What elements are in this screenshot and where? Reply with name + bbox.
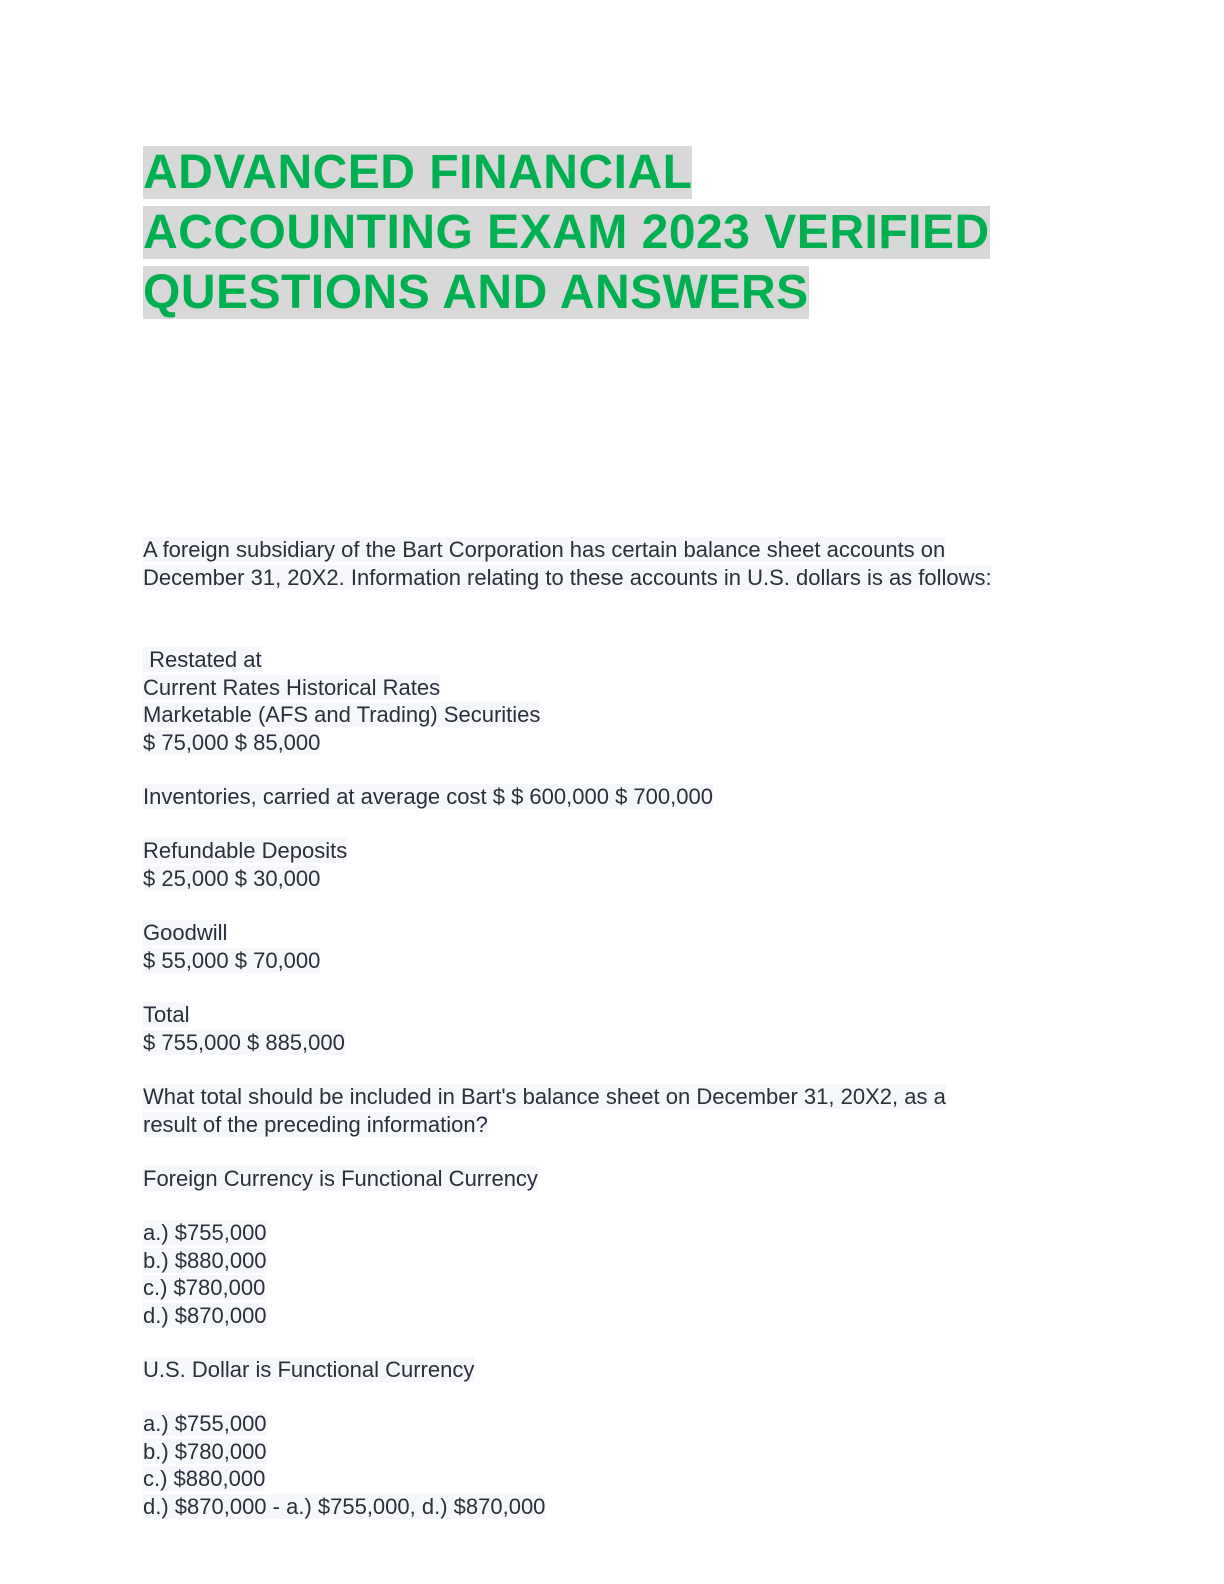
title-line-3: QUESTIONS AND ANSWERS [143, 266, 809, 319]
deposits-block [143, 837, 1083, 892]
goodwill-values: $ 55,000 $ 70,000 [143, 947, 321, 973]
section2-option-d-answer: d.) $870,000 - a.) $755,000, d.) $870,000 [143, 1493, 546, 1519]
intro-paragraph [143, 536, 1083, 591]
table-header-line-1: Restated at [143, 647, 262, 672]
total-label: Total [143, 1002, 190, 1027]
section1-heading: Foreign Currency is Functional Currency [143, 1166, 538, 1191]
section1-option-b: b.) $880,000 [143, 1247, 267, 1273]
inventories-line: Inventories, carried at average cost $ $ 600,000 $ 700,000 [143, 784, 713, 809]
total-block [143, 1001, 1083, 1056]
marketable-label: Marketable (AFS and Trading) Securities [143, 702, 541, 727]
goodwill-block [143, 919, 1083, 974]
section2-heading: U.S. Dollar is Functional Currency [143, 1357, 475, 1382]
section2-options [143, 1410, 1083, 1520]
table-block [143, 646, 1083, 756]
goodwill-label: Goodwill [143, 920, 228, 945]
section1-option-c: c.) $780,000 [143, 1275, 266, 1300]
section2-option-a: a.) $755,000 [143, 1411, 267, 1436]
intro-line-2: December 31, 20X2. Information relating to these accounts in U.S. dollars is as follows: [143, 564, 992, 590]
section2-heading-block [143, 1356, 1083, 1384]
table-header-line-2: Current Rates Historical Rates [143, 674, 441, 700]
total-values: $ 755,000 $ 885,000 [143, 1029, 345, 1055]
deposits-label: Refundable Deposits [143, 838, 348, 863]
section1-heading-block [143, 1165, 1083, 1193]
question-block [143, 1083, 1083, 1138]
section2-option-b: b.) $780,000 [143, 1438, 267, 1464]
title-line-1: ADVANCED FINANCIAL [143, 146, 693, 199]
question-line-1: What total should be included in Bart's balance sheet on December 31, 20X2, as a [143, 1084, 946, 1109]
section1-option-d: d.) $870,000 [143, 1302, 267, 1328]
deposits-values: $ 25,000 $ 30,000 [143, 865, 321, 891]
inventories-block [143, 783, 1083, 811]
title-line-2: ACCOUNTING EXAM 2023 VERIFIED [143, 206, 990, 259]
intro-line-1: A foreign subsidiary of the Bart Corporation has certain balance sheet accounts on [143, 537, 946, 562]
document-title [143, 143, 990, 323]
section1-options [143, 1219, 1083, 1329]
section2-option-c: c.) $880,000 [143, 1466, 266, 1491]
question-line-2: result of the preceding information? [143, 1111, 488, 1137]
section1-option-a: a.) $755,000 [143, 1220, 267, 1245]
marketable-values: $ 75,000 $ 85,000 [143, 729, 321, 755]
